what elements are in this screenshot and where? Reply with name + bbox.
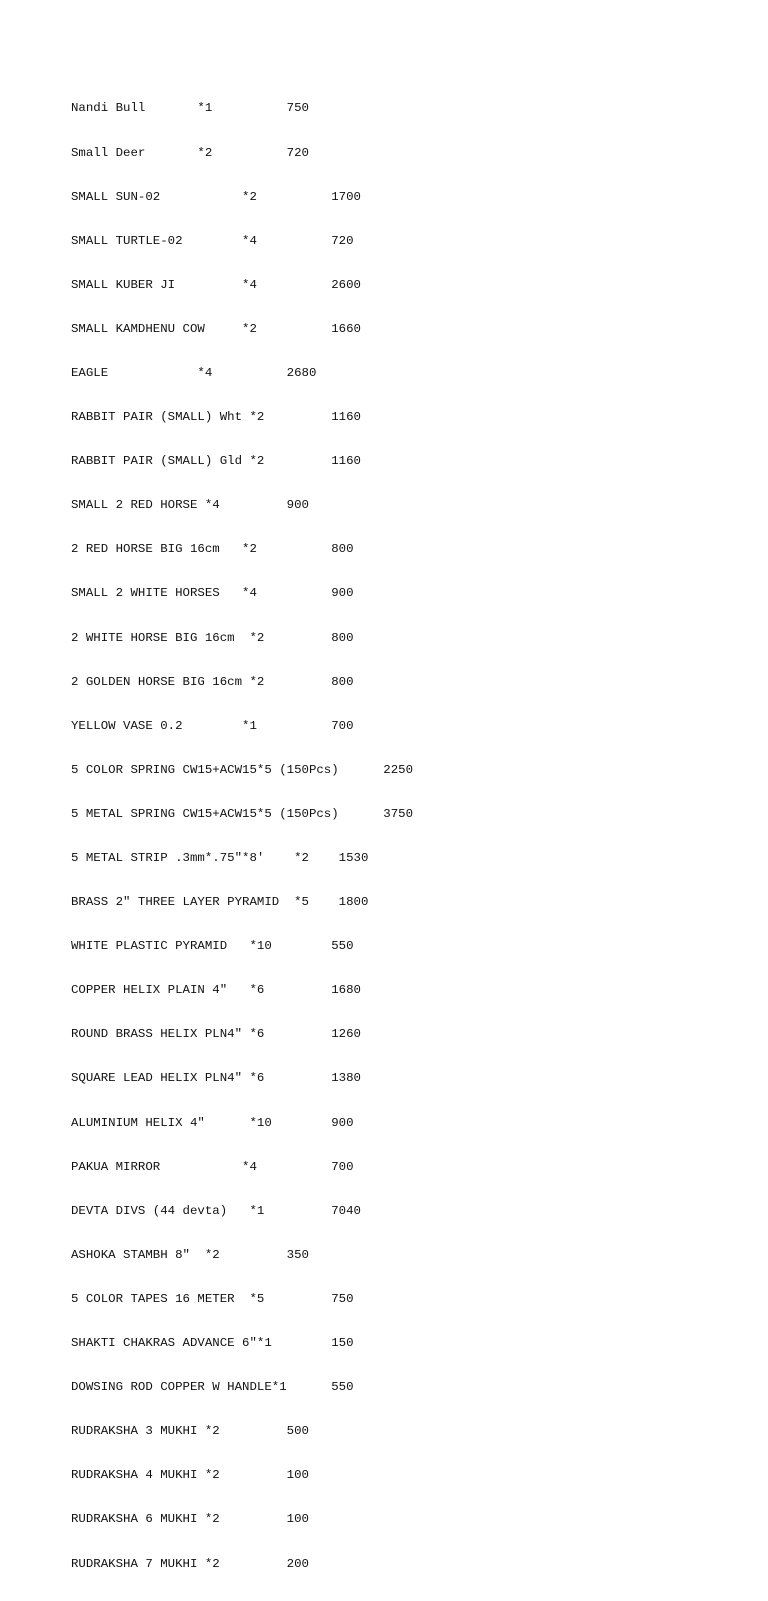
item-line: EAGLE *4 2680 bbox=[71, 365, 317, 380]
item-line: SQUARE LEAD HELIX PLN4" *6 1380 bbox=[71, 1071, 361, 1086]
item-line: WHITE PLASTIC PYRAMID *10 550 bbox=[71, 939, 354, 954]
item-line: RABBIT PAIR (SMALL) Wht *2 1160 bbox=[71, 410, 361, 425]
item-line: BRASS 2" THREE LAYER PYRAMID *5 1800 bbox=[71, 895, 369, 910]
item-line: 2 RED HORSE BIG 16cm *2 800 bbox=[71, 542, 354, 557]
item-line: 5 METAL STRIP .3mm*.75"*8' *2 1530 bbox=[71, 851, 369, 865]
item-line: RABBIT PAIR (SMALL) Gld *2 1160 bbox=[71, 454, 361, 469]
item-line: SMALL KUBER JI *4 2600 bbox=[71, 277, 361, 292]
item-line: PAKUA MIRROR *4 700 bbox=[71, 1159, 354, 1174]
item-line: 5 COLOR SPRING CW15+ACW15*5 (150Pcs) 2250 bbox=[71, 762, 414, 777]
item-line: RUDRAKSHA 7 MUKHI *2 200 bbox=[71, 1556, 309, 1571]
item-line: 5 COLOR TAPES 16 METER *5 750 bbox=[71, 1291, 354, 1306]
item-line: ASHOKA STAMBH 8" *2 350 bbox=[71, 1247, 309, 1262]
item-line: Nandi Bull *1 750 bbox=[71, 101, 309, 116]
item-line: Small Deer *2 720 bbox=[71, 145, 309, 160]
item-line: SMALL TURTLE-02 *4 720 bbox=[71, 233, 354, 248]
item-line: COPPER HELIX PLAIN 4" *6 1680 bbox=[71, 983, 361, 998]
item-line: SMALL 2 WHITE HORSES *4 900 bbox=[71, 586, 354, 601]
item-line: SMALL KAMDHENU COW *2 1660 bbox=[71, 321, 361, 336]
item-line: 2 WHITE HORSE BIG 16cm *2 800 bbox=[71, 630, 354, 645]
item-line: SHAKTI CHAKRAS ADVANCE 6"*1 150 bbox=[71, 1336, 354, 1351]
item-line: 2 GOLDEN HORSE BIG 16cm *2 800 bbox=[71, 674, 354, 689]
item-line: 5 METAL SPRING CW15+ACW15*5 (150Pcs) 3750 bbox=[71, 806, 414, 821]
item-line: DEVTA DIVS (44 devta) *1 7040 bbox=[71, 1203, 361, 1218]
item-line: RUDRAKSHA 6 MUKHI *2 100 bbox=[71, 1512, 309, 1527]
item-list bbox=[71, 72, 413, 1601]
item-line: SMALL 2 RED HORSE *4 900 bbox=[71, 498, 309, 513]
item-line: DOWSING ROD COPPER W HANDLE*1 550 bbox=[71, 1380, 354, 1395]
item-line: ROUND BRASS HELIX PLN4" *6 1260 bbox=[71, 1027, 361, 1042]
item-line: SMALL SUN-02 *2 1700 bbox=[71, 189, 361, 204]
item-line: RUDRAKSHA 3 MUKHI *2 500 bbox=[71, 1424, 309, 1439]
item-line: ALUMINIUM HELIX 4" *10 900 bbox=[71, 1115, 354, 1130]
item-line: YELLOW VASE 0.2 *1 700 bbox=[71, 718, 354, 733]
item-line: RUDRAKSHA 4 MUKHI *2 100 bbox=[71, 1468, 309, 1483]
